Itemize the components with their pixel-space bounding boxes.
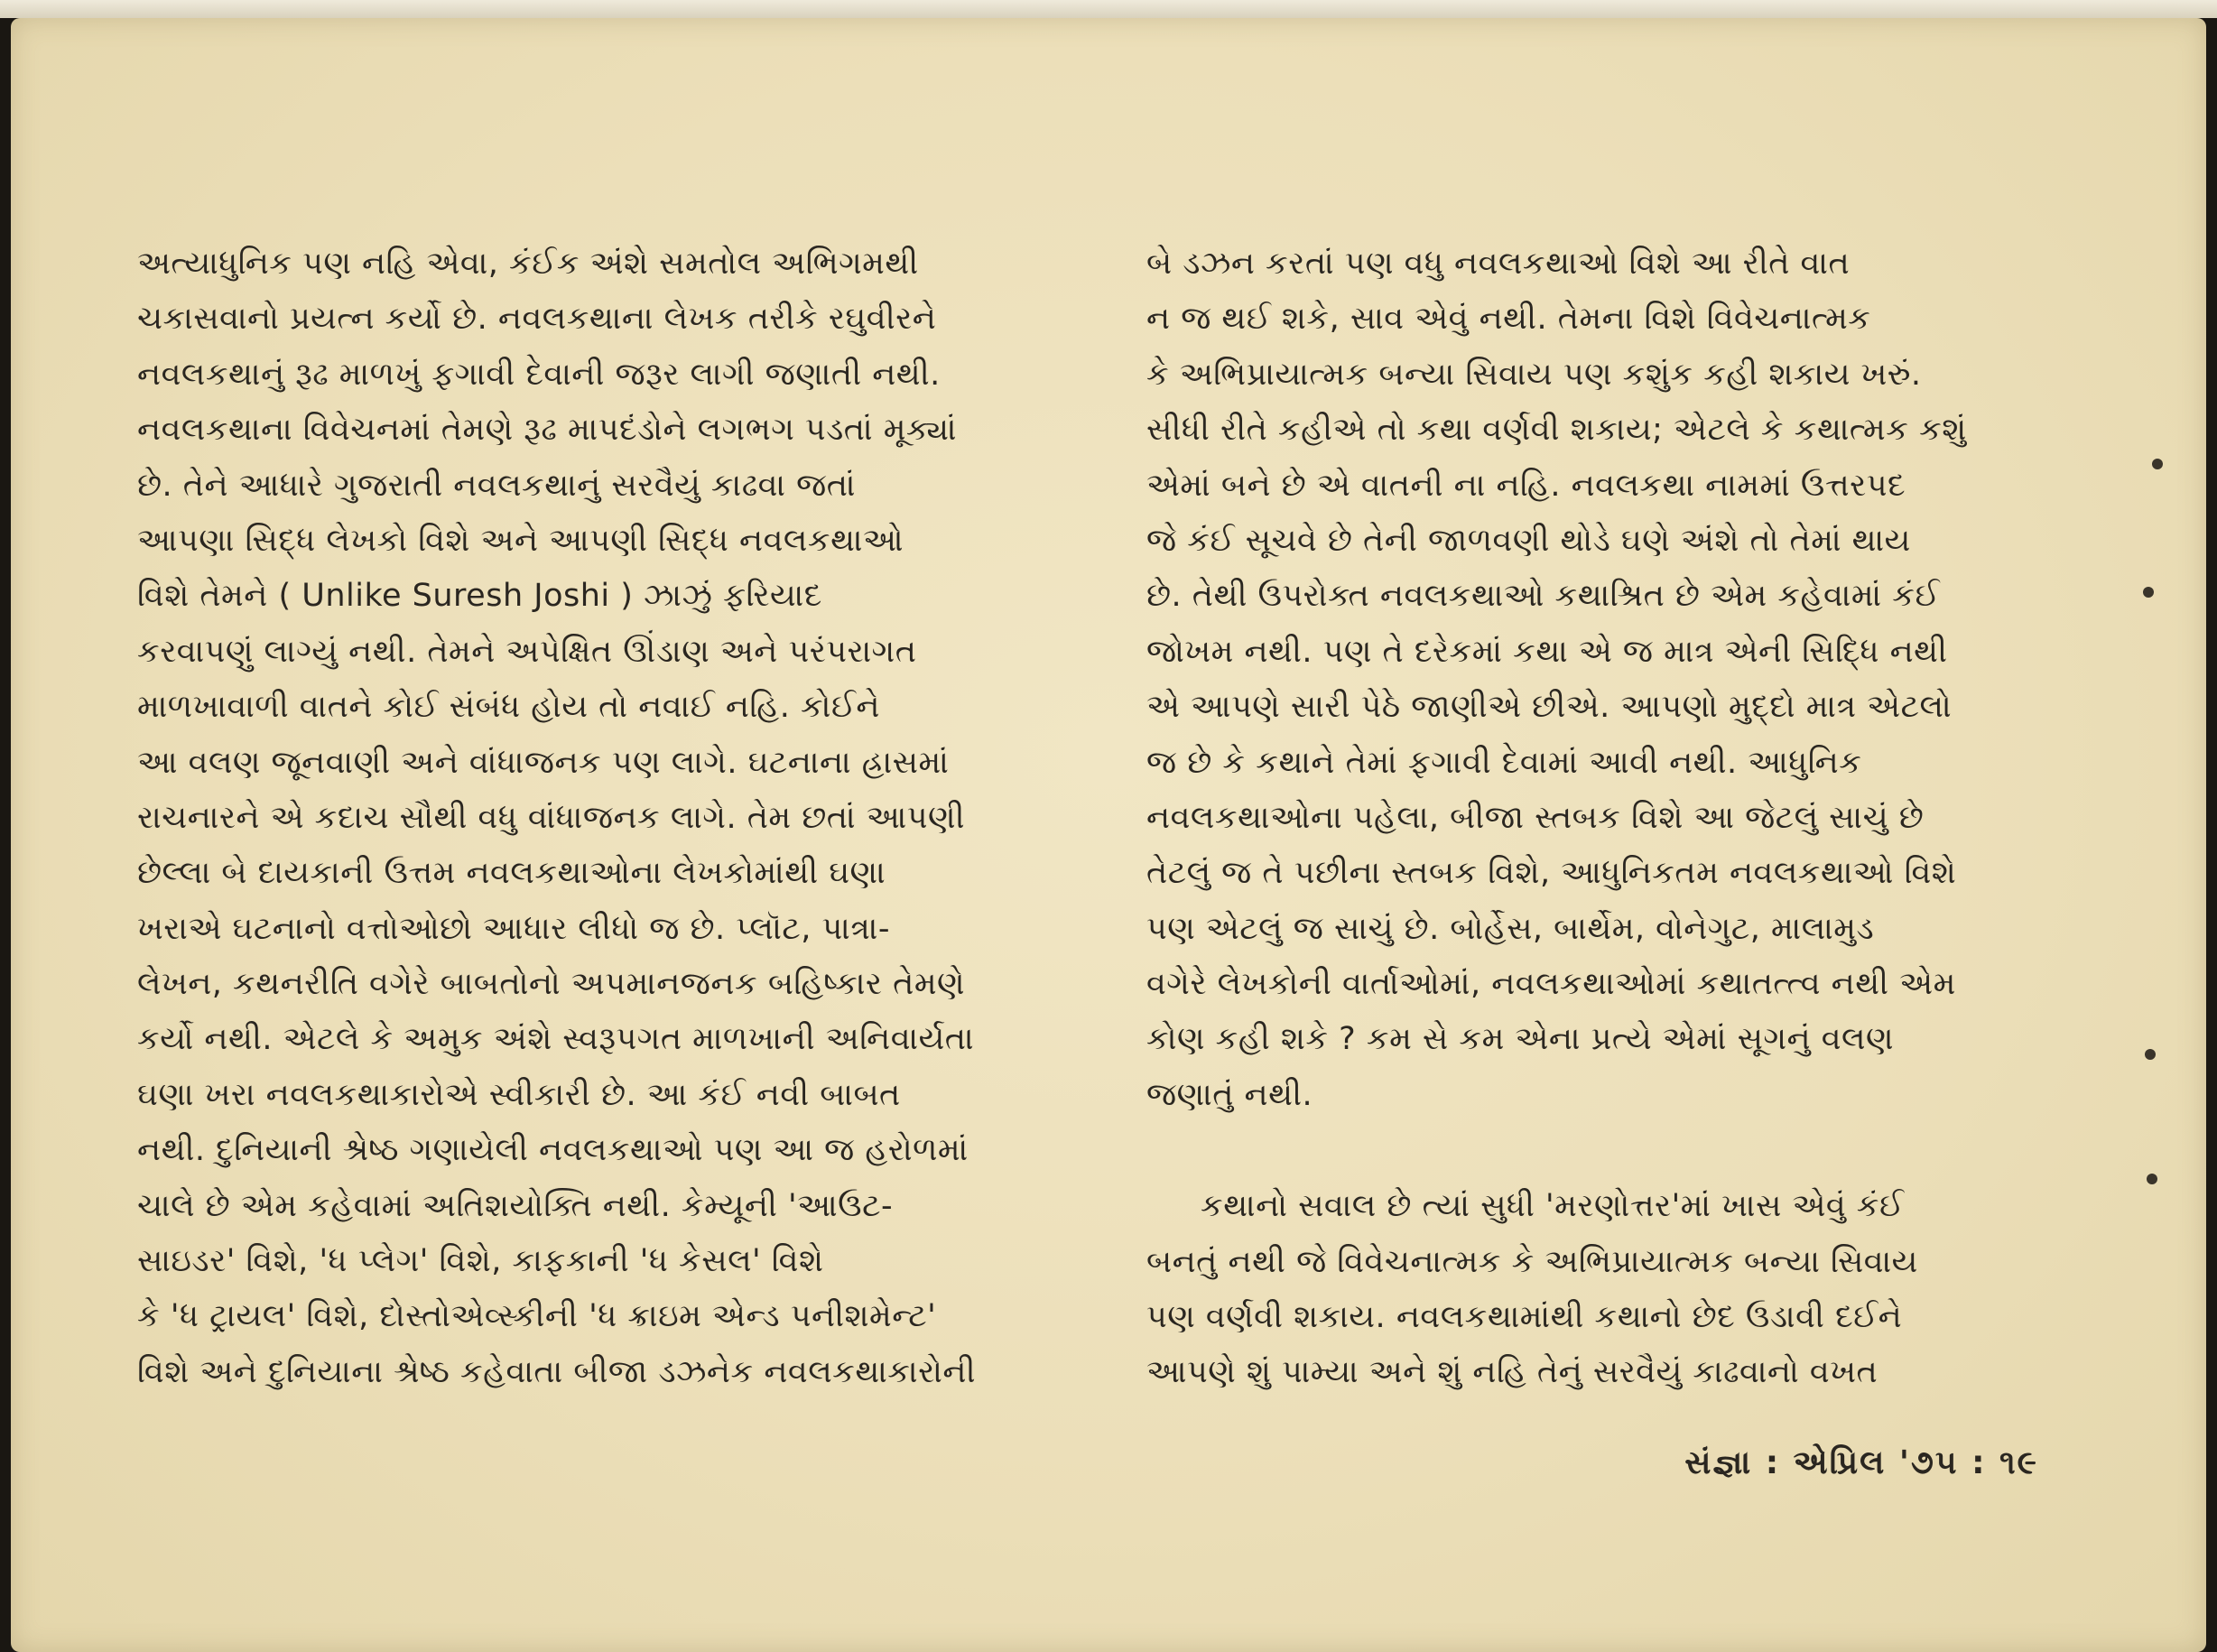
text-line: સીધી રીતે કહીએ તો કથા વર્ણવી શકાય; એટલે કે કથાત્મક કશું [1146,412,1967,449]
text-line: આપણે શું પામ્યા અને શું નહિ તેનું સરવૈયું કાઢવાનો વખત [1146,1354,1878,1391]
text-line: એ આપણે સારી પેઠે જાણીએ છીએ. આપણો મુદ્દો માત્ર એટલો [1146,689,1953,726]
text-line: લેખન, કથનરીતિ વગેરે બાબતોનો અપમાનજનક બહિષ્કાર તેમણે [137,966,966,1003]
text-line: કર્યો નથી. એટલે કે અમુક અંશે સ્વરૂપગત માળખાની અનિવાર્યતા [137,1021,975,1058]
text-line: વિશે અને દુનિયાના શ્રેષ્ઠ કહેવાતા બીજા ડઝનેક નવલકથાકારોની [137,1353,977,1390]
text-line: બે ડઝન કરતાં પણ વધુ નવલકથાઓ વિશે આ રીતે વાત [1146,246,1851,282]
binding-hole-mark [2152,459,2163,469]
text-line: નથી. દુનિયાની શ્રેષ્ઠ ગણાયેલી નવલકથાઓ પણ આ જ હરોળમાં [137,1132,969,1169]
text-line: જે કંઈ સૂચવે છે તેની જાળવણી થોડે ઘણે અંશે તો તેમાં થાય [1146,522,1911,559]
text-line: જોખમ નથી. પણ તે દરેકમાં કથા એ જ માત્ર એની સિદ્ધિ નથી [1146,633,1948,670]
text-line: અત્યાધુનિક પણ નહિ એવા, કંઈક અંશે સમતોલ અભિગમથી [137,246,919,282]
text-line: તેટલું જ તે પછીના સ્તબક વિશે, આધુનિકતમ નવલકથાઓ વિશે [1146,855,1957,892]
text-line: આપણા સિદ્ધ લેખકો વિશે અને આપણી સિદ્ધ નવલકથાઓ [137,522,904,559]
text-line: ચકાસવાનો પ્રયત્ન કર્યો છે. નવલકથાના લેખક તરીકે રઘુવીરને [137,301,937,338]
text-line: રાચનારને એ કદાચ સૌથી વધુ વાંધાજનક લાગે. તેમ છતાં આપણી [137,799,965,836]
text-line: કે 'ધ ટ્રાયલ' વિશે, દોસ્તોએવ્સ્કીની 'ધ ક્રાઇમ એન્ડ પનીશમેન્ટ' [137,1298,937,1335]
text-line: જ છે કે કથાને તેમાં ફગાવી દેવામાં આવી નથી. આધુનિક [1146,744,1862,781]
text-line: નવલકથાના વિવેચનમાં તેમણે રૂઢ માપદંડોને લગભગ પડતાં મૂક્યાં [137,412,958,449]
text-line: આ વલણ જૂનવાણી અને વાંધાજનક પણ લાગે. ઘટનાના હ્રાસમાં [137,744,950,781]
text-line: ન જ થઈ શકે, સાવ એવું નથી. તેમના વિશે વિવેચનાત્મક [1146,301,1871,338]
binding-hole-mark [2143,587,2154,598]
text-line: છે. તેને આધારે ગુજરાતી નવલકથાનું સરવૈયું કાઢવા જતાં [137,467,856,504]
text-line: પણ વર્ણવી શકાય. નવલકથામાંથી કથાનો છેદ ઉડાવી દઈને [1146,1299,1903,1336]
text-line: ચાલે છે એમ કહેવામાં અતિશયોક્તિ નથી. કેમ્યૂની 'આઉટ- [137,1187,894,1224]
text-line: છેલ્લા બે દાયકાની ઉત્તમ નવલકથાઓના લેખકોમાંથી ઘણા [137,855,886,892]
left-column [137,237,1051,1400]
text-line: જણાતું નથી. [1146,1076,1313,1113]
binding-hole-mark [2147,1174,2157,1184]
text-line: પણ એટલું જ સાચું છે. બોર્હેસ, બાર્થેમ, વોનેગુટ, માલામુડ [1146,910,1875,947]
text-line: વગેરે લેખકોની વાર્તાઓમાં, નવલકથાઓમાં કથાતત્ત્વ નથી એમ [1146,966,1956,1003]
text-line: માળખાવાળી વાતને કોઈ સંબંધ હોય તો નવાઈ નહિ. કોઈને [137,689,881,726]
text-line: કરવાપણું લાગ્યું નથી. તેમને અપેક્ષિત ઊંડાણ અને પરંપરાગત [137,633,917,670]
text-line: એમાં બને છે એ વાતની ના નહિ. નવલકથા નામમાં ઉત્તરપદ [1146,467,1906,504]
text-line: કે અભિપ્રાયાત્મક બન્યા સિવાય પણ કશુંક કહી શકાય ખરું. [1146,356,1922,393]
text-line: ઘણા ખરા નવલકથાકારોએ સ્વીકારી છે. આ કંઈ નવી બાબત [137,1076,901,1113]
binding-hole-mark [2145,1049,2156,1060]
text-line: નવલકથાનું રૂઢ માળખું ફગાવી દેવાની જરૂર લાગી જણાતી નથી. [137,356,941,393]
text-line: કોણ કહી શકે ? કમ સે કમ એના પ્રત્યે એમાં સૂગનું વલણ [1146,1021,1894,1058]
paragraph-gap [1146,1123,2058,1179]
right-column [1146,237,2058,1401]
text-line: ખરાએ ઘટનાનો વત્તોઓછો આધાર લીધો જ છે. પ્લૉટ, પાત્રા- [137,910,890,947]
magazine-page [11,18,2206,1652]
text-line: વિશે તેમને ( Unlike Suresh Joshi ) ઝાઝું ફરિયાદ [137,578,822,615]
text-line: છે. તેથી ઉપરોક્ત નવલકથાઓ કથાશ્રિત છે એમ કહેવામાં કંઈ [1146,578,1940,615]
page-footer: સંજ્ઞા : એપ્રિલ '૭૫ : ૧૯ [1684,1444,2038,1481]
top-edge [0,0,2217,18]
text-line: સાઇડર' વિશે, 'ધ પ્લેગ' વિશે, કાફકાની 'ધ કેસલ' વિશે [137,1243,824,1280]
text-line: નવલકથાઓના પહેલા, બીજા સ્તબક વિશે આ જેટલું સાચું છે [1146,799,1925,836]
text-line: કથાનો સવાલ છે ત્યાં સુધી 'મરણોત્તર'માં ખાસ એવું કંઈ [1201,1188,1905,1225]
text-line: બનતું નથી જે વિવેચનાત્મક કે અભિપ્રાયાત્મક બન્યા સિવાય [1146,1243,1918,1280]
